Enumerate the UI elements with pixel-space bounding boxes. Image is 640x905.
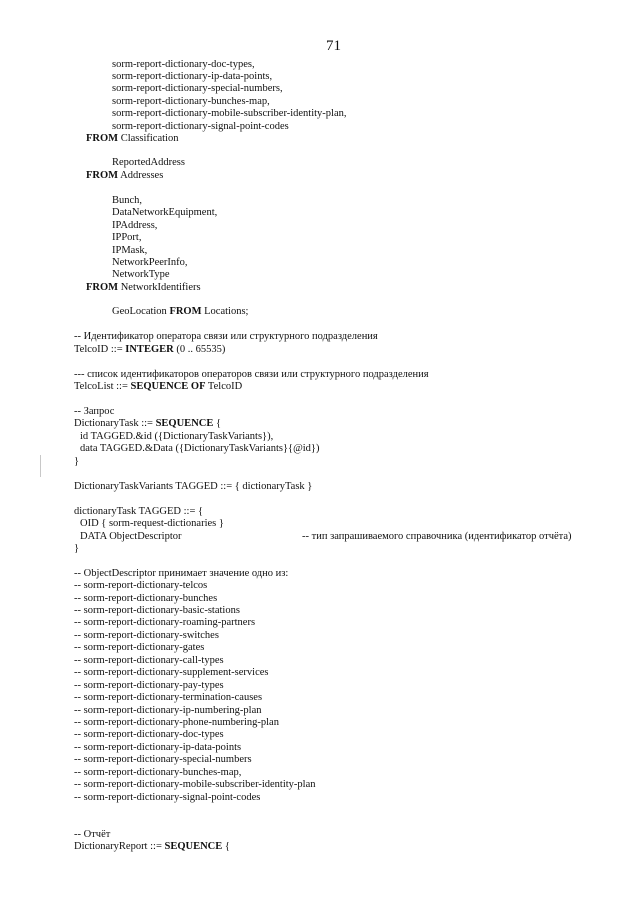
code-line [112, 220, 157, 232]
code-line [74, 506, 203, 518]
scan-artifact [40, 455, 41, 477]
code-line [74, 456, 79, 468]
code-text: NetworkType [112, 269, 170, 280]
code-text: IPAddress, [112, 220, 158, 231]
code-text: DictionaryReport ::= [74, 841, 165, 852]
code-text: -- ObjectDescriptor принимает значение одно из: [74, 568, 289, 579]
keyword: FROM [86, 133, 119, 144]
code-text: -- sorm-report-dictionary-telcos [74, 580, 208, 591]
code-line [112, 121, 289, 133]
code-text: -- sorm-report-dictionary-supplement-services [74, 667, 269, 678]
data-type-comment: -- тип запрашиваемого справочника (идентификатор отчёта) [302, 531, 572, 542]
keyword: SEQUENCE [164, 841, 223, 852]
code-line [74, 344, 225, 356]
code-text: } [74, 543, 80, 554]
code-text: TelcoID [205, 381, 243, 392]
code-line [74, 593, 217, 605]
keyword: SEQUENCE [155, 418, 214, 429]
code-text: sorm-report-dictionary-ip-data-points, [112, 71, 273, 82]
code-text: data TAGGED.&Data ({DictionaryTaskVariants}{@id}) [80, 443, 320, 454]
code-text: TelcoID ::= [74, 344, 126, 355]
code-text: -- sorm-report-dictionary-bunches-map, [74, 767, 242, 778]
code-text: -- sorm-report-dictionary-roaming-partners [74, 617, 256, 628]
code-text: DictionaryTaskVariants TAGGED ::= { dictionaryTask } [74, 481, 313, 492]
code-line [74, 779, 316, 791]
code-text: DATA ObjectDescriptor [80, 531, 182, 542]
code-line [74, 841, 230, 853]
code-text: -- sorm-report-dictionary-mobile-subscriber-identity-plan [74, 779, 316, 790]
code-text: DataNetworkEquipment, [112, 207, 218, 218]
code-text: -- Запрос [74, 406, 115, 417]
code-line [80, 531, 182, 543]
code-text: -- sorm-report-dictionary-gates [74, 642, 205, 653]
code-line [112, 157, 185, 169]
keyword: FROM [86, 282, 119, 293]
code-text: id TAGGED.&id ({DictionaryTaskVariants}), [80, 431, 274, 442]
code-text: --- список идентификаторов операторов связи или структурного подразделения [74, 369, 429, 380]
code-line [112, 306, 248, 318]
code-line [74, 742, 241, 754]
code-text: -- sorm-report-dictionary-doc-types [74, 729, 224, 740]
code-line [74, 680, 224, 692]
code-text: GeoLocation [112, 306, 170, 317]
code-line [74, 568, 288, 580]
code-line [74, 692, 262, 704]
code-line [74, 543, 79, 555]
code-text: ReportedAddress [112, 157, 185, 168]
code-text: { [213, 418, 222, 429]
code-line [74, 617, 255, 629]
code-text: Locations; [201, 306, 249, 317]
code-text: -- sorm-report-dictionary-bunches [74, 593, 218, 604]
code-text: sorm-report-dictionary-signal-point-codes [112, 121, 289, 132]
code-line [112, 96, 270, 108]
code-line [74, 767, 241, 779]
code-line [80, 518, 224, 530]
code-line [74, 418, 221, 430]
code-line [74, 630, 219, 642]
code-line [74, 331, 378, 343]
code-line [74, 717, 279, 729]
code-line [112, 257, 188, 269]
code-text: DictionaryTask ::= [74, 418, 156, 429]
code-text: IPPort, [112, 232, 142, 243]
code-text: } [74, 456, 80, 467]
code-line [80, 431, 273, 443]
code-line [112, 59, 255, 71]
code-line [112, 245, 147, 257]
code-text: { [222, 841, 230, 852]
page-number: 71 [326, 38, 341, 54]
code-line [86, 133, 178, 145]
code-text: -- sorm-report-dictionary-ip-numbering-plan [74, 705, 262, 716]
code-text: sorm-report-dictionary-bunches-map, [112, 96, 270, 107]
code-text: -- sorm-report-dictionary-switches [74, 630, 219, 641]
code-text: -- sorm-report-dictionary-call-types [74, 655, 224, 666]
code-text: Classification [118, 133, 179, 144]
code-line [74, 667, 268, 679]
code-line [80, 443, 319, 455]
code-line [74, 642, 204, 654]
code-line [74, 829, 110, 841]
code-text: NetworkPeerInfo, [112, 257, 188, 268]
code-text: sorm-report-dictionary-doc-types, [112, 59, 255, 70]
code-line [74, 481, 312, 493]
code-line [112, 232, 141, 244]
code-line [74, 605, 240, 617]
code-line [74, 381, 242, 393]
code-line [74, 754, 252, 766]
code-line [112, 269, 170, 281]
code-text: Addresses [118, 170, 164, 181]
code-line [74, 729, 224, 741]
code-line [112, 108, 347, 120]
keyword: SEQUENCE OF [130, 381, 206, 392]
code-text: OID { sorm-request-dictionaries } [80, 518, 224, 529]
code-text: -- sorm-report-dictionary-termination-causes [74, 692, 263, 703]
code-text: (0 .. 65535) [173, 344, 226, 355]
code-text: TelcoList ::= [74, 381, 131, 392]
code-line [112, 83, 283, 95]
code-text: sorm-report-dictionary-special-numbers, [112, 83, 283, 94]
code-text: IPMask, [112, 245, 148, 256]
code-line [74, 406, 114, 418]
code-text: -- Идентификатор оператора связи или структурного подразделения [74, 331, 378, 342]
code-text: -- sorm-report-dictionary-pay-types [74, 680, 224, 691]
code-line [74, 655, 224, 667]
code-line [74, 580, 207, 592]
keyword: INTEGER [125, 344, 174, 355]
code-line [74, 705, 261, 717]
code-text: -- sorm-report-dictionary-special-numbers [74, 754, 252, 765]
code-line [86, 282, 201, 294]
code-text: sorm-report-dictionary-mobile-subscriber-identity-plan, [112, 108, 347, 119]
code-text: -- sorm-report-dictionary-signal-point-codes [74, 792, 261, 803]
code-text: -- sorm-report-dictionary-phone-numbering-plan [74, 717, 279, 728]
code-line [112, 195, 142, 207]
code-line [112, 71, 272, 83]
code-text: -- sorm-report-dictionary-basic-stations [74, 605, 240, 616]
code-text: -- Отчёт [74, 829, 111, 840]
code-text: dictionaryTask TAGGED ::= { [74, 506, 204, 517]
code-line [74, 792, 260, 804]
keyword: FROM [86, 170, 119, 181]
code-text: -- sorm-report-dictionary-ip-data-points [74, 742, 242, 753]
code-text: Bunch, [112, 195, 143, 206]
keyword: FROM [169, 306, 202, 317]
code-line [112, 207, 217, 219]
code-line [74, 369, 429, 381]
code-line [86, 170, 163, 182]
code-text: NetworkIdentifiers [118, 282, 201, 293]
